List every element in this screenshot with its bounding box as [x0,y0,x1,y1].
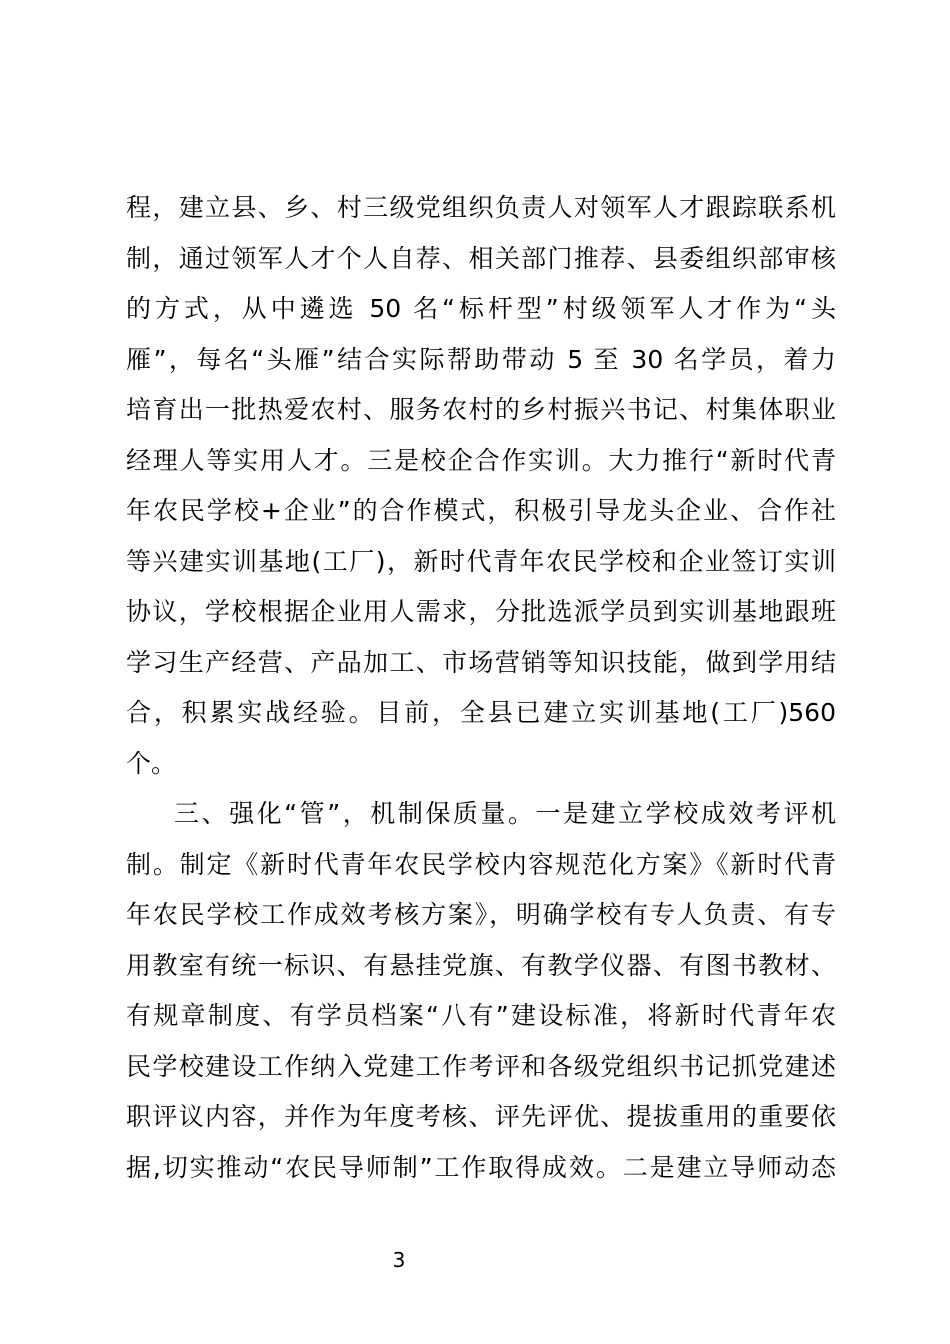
body-text [126,183,836,1193]
text-line: 制。制定《新时代青年农民学校内容规范化方案》《新时代青 [126,849,836,879]
text-line: 有规章制度、有学员档案“八有”建设标准，将新时代青年农 [126,1001,836,1030]
section-heading-line: 三、强化“管”，机制保质量。一是建立学校成效考评机 [174,799,836,828]
text-line: 经理人等实用人才。三是校企合作实训。大力推行“新时代青 [126,445,836,475]
text-line: 培育出一批热爱农村、服务农村的乡村振兴书记、村集体职业 [126,395,836,424]
text-line: 学习生产经营、产品加工、市场营销等知识技能，做到学用结 [126,647,836,677]
text-line: 职评议内容，并作为年度考核、评先评优、提拔重用的重要依 [126,1102,836,1131]
text-line: 民学校建设工作纳入党建工作考评和各级党组织书记抓党建述 [126,1051,836,1081]
text-line: 程，建立县、乡、村三级党组织负责人对领军人才跟踪联系机 [126,193,836,222]
text-line: 的方式，从中遴选 50 名“标杆型”村级领军人才作为“头 [126,294,836,323]
text-line: 雁”，每名“头雁”结合实际帮助带动 5 至 30 名学员，着力 [126,344,836,374]
page-number: 3 [392,1248,406,1272]
text-line: 制，通过领军人才个人自荐、相关部门推荐、县委组织部审核 [126,243,836,273]
text-line: 年农民学校工作成效考核方案》，明确学校有专人负责、有专 [126,900,836,929]
text-line: 用教室有统一标识、有悬挂党旗、有教学仪器、有图书教材、 [126,950,836,980]
text-line: 合，积累实战经验。目前，全县已建立实训基地(工厂)560 [126,698,836,727]
text-line: 等兴建实训基地(工厂)，新时代青年农民学校和企业签订实训 [126,546,836,576]
text-line: 个。 [126,748,177,778]
text-line: 据,切实推动“农民导师制”工作取得成效。二是建立导师动态 [126,1152,836,1182]
text-line: 年农民学校+企业”的合作模式，积极引导龙头企业、合作社 [126,496,836,525]
text-line: 协议，学校根据企业用人需求，分批选派学员到实训基地跟班 [126,597,836,626]
